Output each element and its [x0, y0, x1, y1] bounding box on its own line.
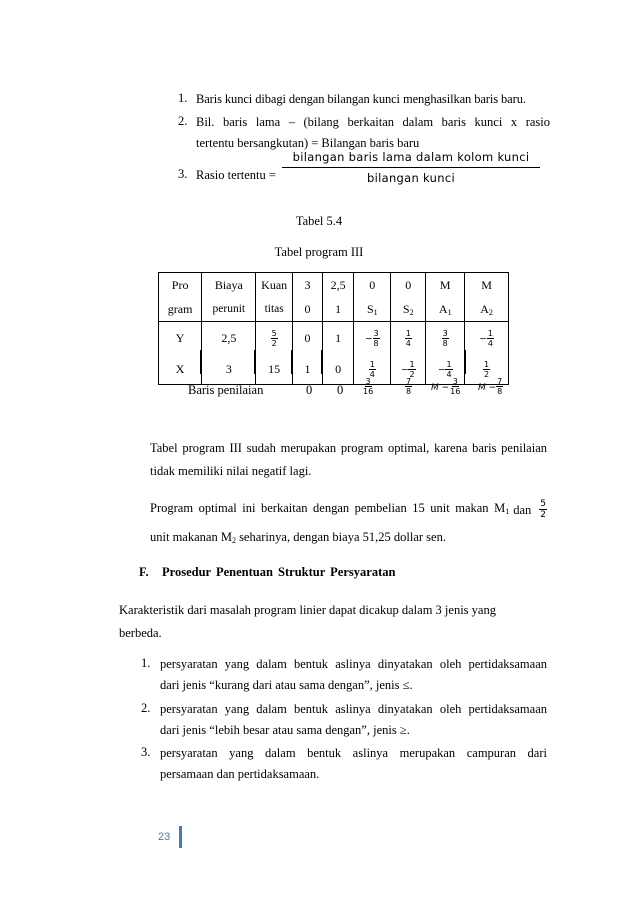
fraction-denominator: 2 — [409, 369, 415, 379]
list-2-line-1: persyaratan yang dalam bentuk aslinya dinyatakan oleh pertidaksamaan — [160, 702, 547, 716]
fraction-numerator: 7 — [497, 377, 503, 386]
fraction-denominator: 8 — [373, 338, 379, 348]
header-cell-s2: $S_2$ — [391, 297, 426, 322]
m1-subscript: 1 — [505, 506, 510, 516]
fraction-numerator: 1 — [409, 359, 415, 369]
page-number-bar — [179, 826, 182, 848]
m2-subscript: 2 — [231, 536, 236, 545]
a1-subscript: 1 — [447, 307, 452, 317]
fraction-numerator: 3 — [452, 377, 458, 386]
baris-penilaian-label: Baris penilaian — [188, 383, 264, 397]
fraction-denominator: 16 — [363, 387, 374, 396]
section-title: Prosedur Penentuan Struktur Persyaratan — [162, 565, 396, 579]
fraction-numerator: 1 — [487, 328, 493, 338]
para1-line-1: Tabel program III sudah merupakan program optimal, karena baris penilaian — [150, 441, 547, 455]
table-cell: 0 — [292, 322, 322, 355]
table-row-x — [158, 350, 509, 374]
s1-subscript: 1 — [373, 307, 378, 317]
header-cell: 0 — [354, 273, 391, 297]
table-header-row-1 — [159, 273, 508, 297]
list-3-number: 3. — [141, 745, 151, 759]
page-number: 23 — [158, 831, 171, 843]
fraction-numerator: 5 — [271, 328, 277, 338]
fraction-denominator: 8 — [442, 338, 448, 348]
fraction-numerator: 5 — [540, 499, 546, 509]
header-cell-s1: $S_1$ — [354, 297, 391, 322]
header-cell: perunit — [202, 297, 256, 322]
list-2-number: 2. — [141, 701, 151, 715]
baris-a2-prefix: M − — [478, 383, 497, 394]
para2-line-2-b: seharinya, dengan biaya 51,25 dollar sen. — [239, 530, 446, 544]
minus-sign: − — [437, 364, 446, 375]
list-1-number: 1. — [141, 656, 151, 670]
step-2-line-1: Bil. baris lama – (bilang berkaitan dalam baris kunci x rasio — [196, 115, 550, 129]
table-cell: 0 — [322, 354, 353, 384]
fraction-denominator: 8 — [406, 387, 412, 396]
fraction-numerator: 3 — [442, 328, 448, 338]
fraction-numerator: 7 — [406, 377, 412, 386]
header-cell-a1: $A_1$ — [426, 297, 465, 322]
para2-fraction — [539, 499, 547, 520]
table-cell: 1 — [292, 354, 322, 384]
header-cell: 2,5 — [322, 273, 353, 297]
step-1-text: Baris kunci dibagi dengan bilangan kunci menghasilkan baris baru. — [196, 92, 526, 106]
section-letter: F. — [139, 565, 149, 579]
fraction-numerator: 1 — [405, 328, 411, 338]
fraction-denominator: 2 — [540, 510, 546, 520]
list-3-line-1: persyaratan yang dalam bentuk aslinya merupakan campuran dari — [160, 746, 547, 760]
fraction-numerator: 1 — [484, 359, 490, 369]
fraction-denominator: 4 — [446, 369, 452, 379]
header-cell: gram — [167, 301, 193, 316]
baris-c2: 0 — [337, 383, 344, 397]
header-cell: 0 — [292, 297, 322, 322]
header-cell: M — [465, 273, 508, 297]
fraction-denominator: 8 — [497, 387, 503, 396]
fraction-denominator: 4 — [369, 369, 375, 379]
header-cell: 0 — [391, 273, 426, 297]
para2-line-1 — [150, 499, 547, 520]
list-1-line-2: dari jenis “kurang dari atau sama dengan”, jenis ≤. — [160, 678, 413, 692]
a2-subscript: 2 — [488, 307, 493, 317]
fraction-numerator: 1 — [369, 359, 375, 369]
table-cell: 1 — [322, 322, 353, 355]
ratio-fraction — [282, 150, 540, 185]
header-cell: titas — [256, 297, 293, 322]
header-cell: 3 — [292, 273, 322, 297]
header-cell-a2: $A_2$ — [465, 297, 508, 322]
table-cell: 2,5 — [202, 322, 256, 355]
minus-sign: − — [400, 364, 409, 375]
fraction-denominator: 2 — [271, 338, 277, 348]
fraction-numerator: 3 — [365, 377, 371, 386]
fraction-numerator: 1 — [446, 359, 452, 369]
table-cell: 15 — [256, 354, 293, 384]
step-3-number: 3. — [178, 167, 188, 181]
minus-sign: − — [364, 333, 373, 344]
ratio-label: Rasio tertentu = — [196, 168, 276, 182]
baris-a2 — [478, 377, 503, 396]
table-cell: 3 — [202, 354, 256, 384]
list-3-line-2: persamaan dan pertidaksamaan. — [160, 767, 320, 781]
s2-subscript: 2 — [409, 307, 414, 317]
fraction-denominator: 4 — [405, 338, 411, 348]
table-header-row-2 — [159, 297, 508, 322]
ratio-numerator: bilangan baris lama dalam kolom kunci — [282, 150, 540, 168]
baris-c1: 0 — [306, 383, 313, 397]
fraction-denominator: 4 — [487, 338, 493, 348]
baris-a1 — [431, 377, 461, 396]
fraction-denominator: 2 — [484, 369, 490, 379]
step-2-line-2: tertentu bersangkutan) = Bilangan baris baru — [196, 136, 420, 150]
fraction-denominator: 16 — [450, 387, 461, 396]
list-2-line-2: dari jenis “lebih besar atau sama dengan”, jenis ≥. — [160, 723, 410, 737]
header-cell: 1 — [322, 297, 353, 322]
para2-line-2-a: unit makanan M — [150, 530, 232, 544]
baris-a1-prefix: M − — [431, 383, 450, 394]
header-cell: Biaya — [202, 273, 256, 297]
para2-line-2 — [150, 529, 446, 549]
intro-line-1: Karakteristik dari masalah program linier dapat dicakup dalam 3 jenis yang — [119, 603, 496, 617]
para1-line-2: tidak memiliki nilai negatif lagi. — [150, 464, 312, 478]
table-cell: Y — [175, 330, 185, 345]
table-cell: X — [175, 361, 185, 376]
fraction-numerator: 3 — [373, 328, 379, 338]
list-1-line-1: persyaratan yang dalam bentuk aslinya dinyatakan oleh pertidaksamaan — [160, 657, 547, 671]
para2-dan: dan — [513, 502, 532, 517]
intro-line-2: berbeda. — [119, 626, 162, 640]
minus-sign: − — [479, 333, 487, 344]
step-1-number: 1. — [178, 91, 188, 105]
header-cell: Pro — [171, 277, 189, 292]
para2-line-1-main: Program optimal ini berkaitan dengan pembelian 15 unit makan M — [150, 500, 506, 515]
baris-s2 — [405, 377, 412, 396]
step-2-number: 2. — [178, 114, 188, 128]
table-caption: Tabel 5.4 — [295, 214, 343, 228]
para2-line-1-text — [150, 500, 513, 520]
table-title: Tabel program III — [274, 245, 364, 259]
ratio-denominator: bilangan kunci — [367, 171, 455, 185]
program-table-row-x — [158, 350, 509, 374]
baris-s1 — [362, 377, 374, 396]
header-cell: Kuan — [256, 273, 293, 297]
header-cell: M — [426, 273, 465, 297]
